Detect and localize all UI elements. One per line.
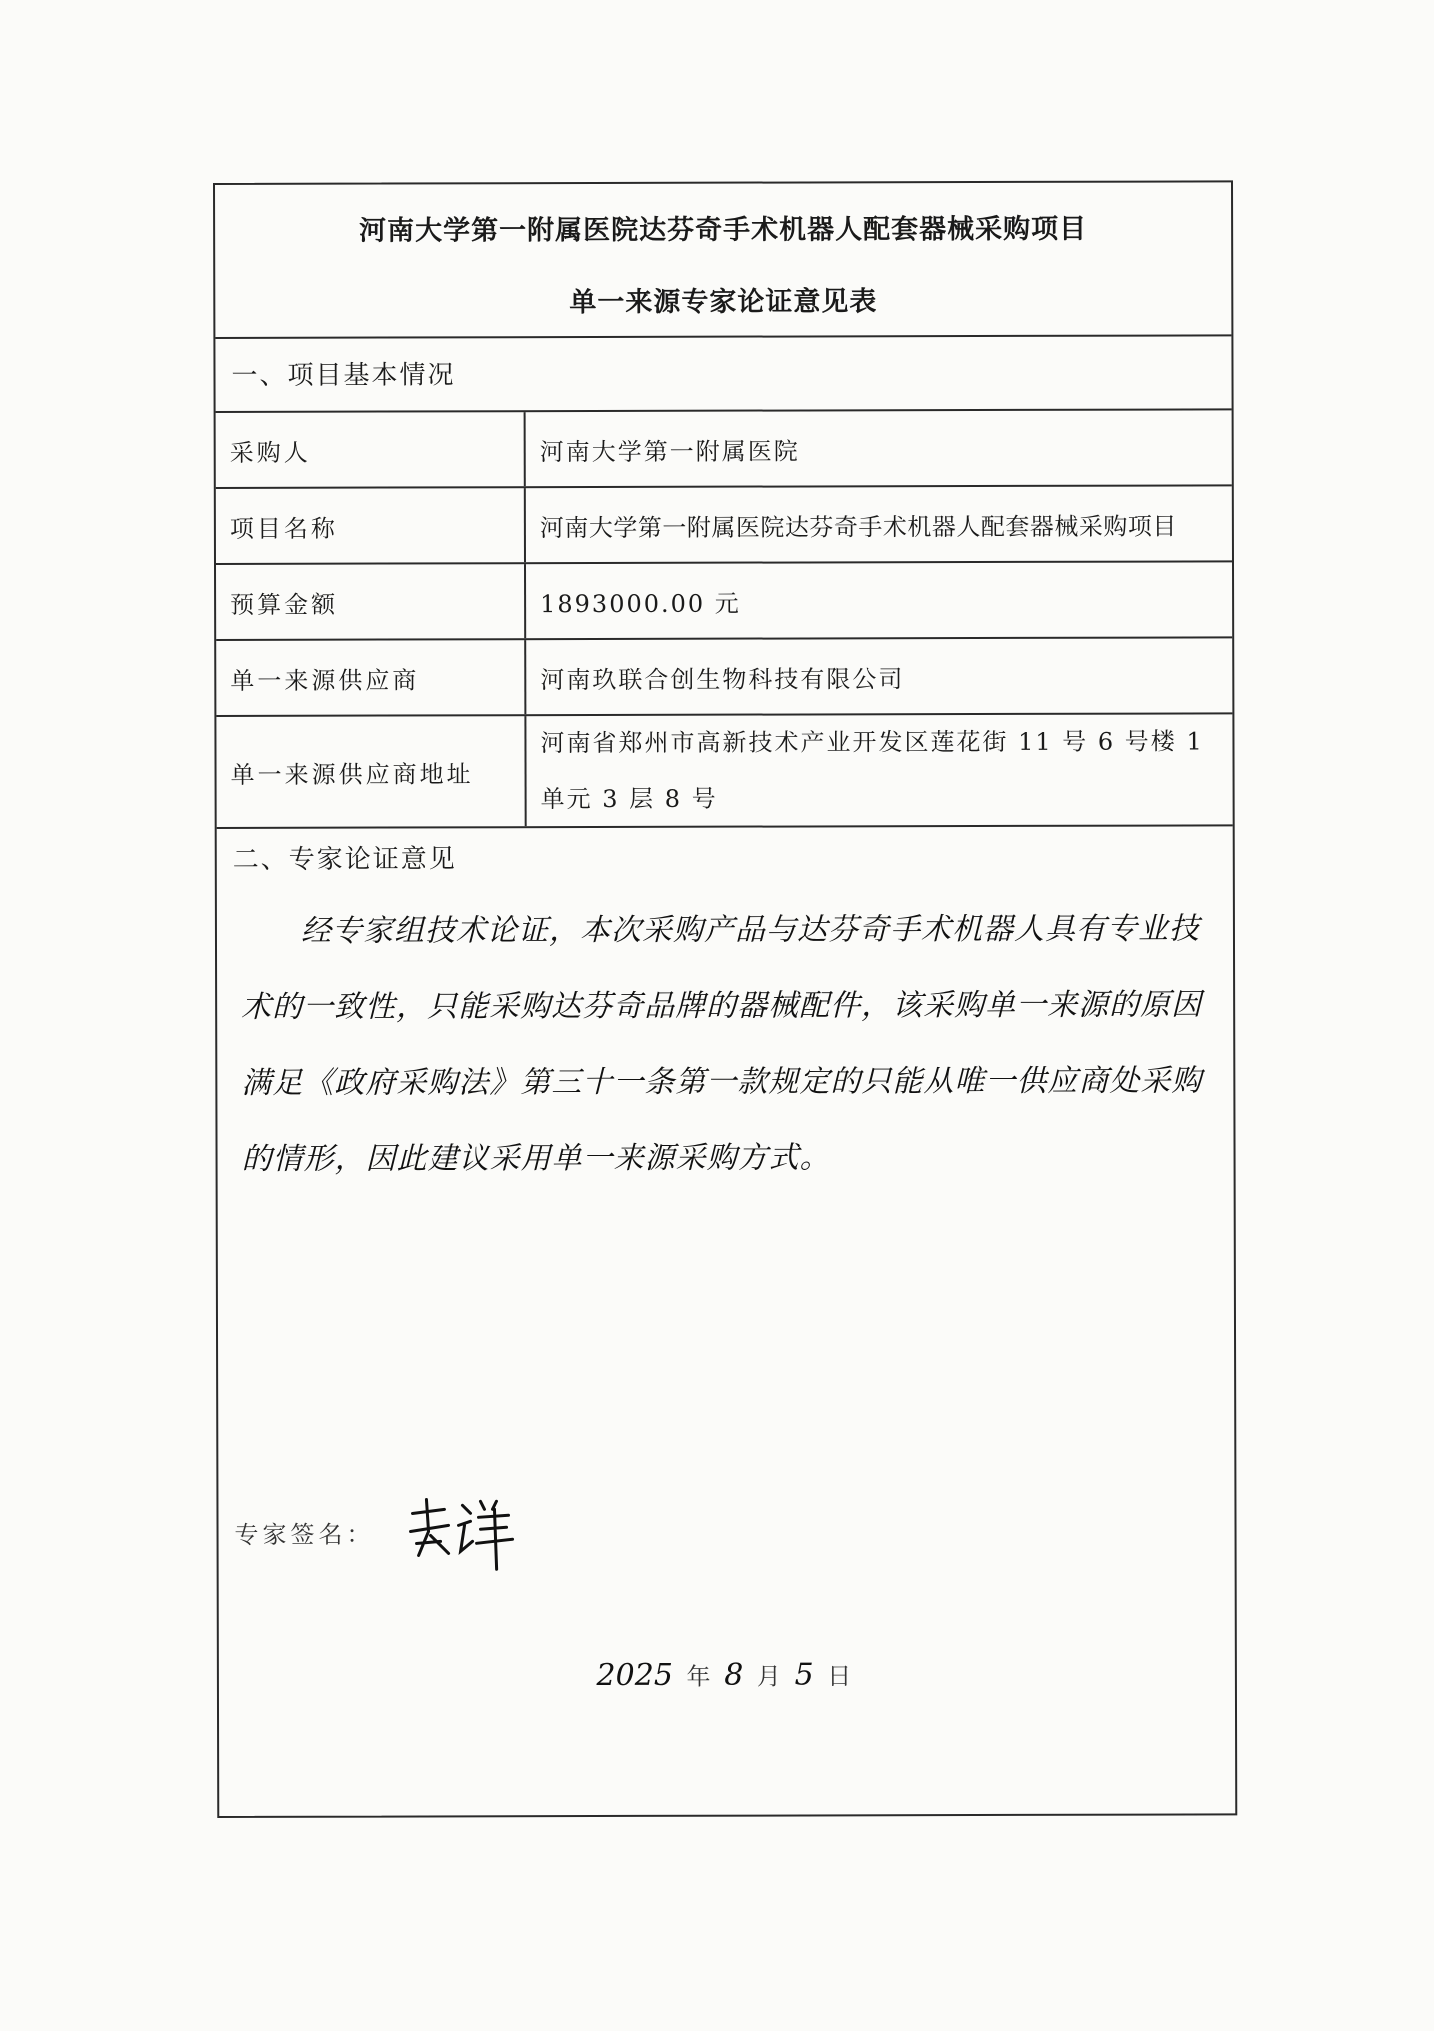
row-project-name bbox=[216, 486, 1232, 565]
signature-label: 专家签名： bbox=[234, 1520, 375, 1549]
date-year: 2025 bbox=[596, 1657, 673, 1694]
row-label: 采购人 bbox=[216, 412, 526, 487]
row-value: 河南大学第一附属医院达芬奇手术机器人配套器械采购项目 bbox=[539, 511, 1177, 542]
form-title-block bbox=[215, 182, 1231, 339]
date-year-unit: 年 bbox=[686, 1662, 711, 1691]
opinion-form bbox=[213, 180, 1237, 1818]
row-purchaser bbox=[216, 410, 1232, 489]
date-day-unit: 日 bbox=[827, 1662, 852, 1691]
section-opinion-heading: 二、专家论证意见 bbox=[232, 844, 457, 875]
date-day: 5 bbox=[794, 1657, 814, 1693]
row-value: 河南玖联合创生物科技有限公司 bbox=[540, 664, 905, 694]
row-label: 单一来源供应商地址 bbox=[216, 716, 526, 827]
row-supplier bbox=[216, 638, 1232, 717]
row-label: 预算金额 bbox=[216, 564, 526, 639]
row-label: 单一来源供应商 bbox=[216, 640, 526, 715]
row-label: 项目名称 bbox=[216, 488, 526, 563]
section-basic-info-heading: 一、项目基本情况 bbox=[215, 336, 1231, 413]
date-month: 8 bbox=[724, 1657, 744, 1693]
handwritten-opinion: 经专家组技术论证，本次采购产品与达芬奇手术机器人具有专业技术的一致性，只能采购达芬奇品牌的器械配件，该采购单一来源的原因满足《政府采购法》第三十一条第一款规定的只能从唯一供应商处采购的情形，因此建议采用单一来源采购方式。 bbox=[241, 911, 1203, 1177]
row-budget bbox=[216, 562, 1232, 641]
row-supplier-address bbox=[216, 714, 1232, 829]
handwritten-signature bbox=[404, 1491, 524, 1571]
date-month-unit: 月 bbox=[756, 1662, 781, 1691]
form-title: 河南大学第一附属医院达芬奇手术机器人配套器械采购项目 bbox=[359, 213, 1088, 247]
form-subtitle: 单一来源专家论证意见表 bbox=[569, 286, 878, 319]
date-line bbox=[219, 1655, 1235, 1694]
row-value: 河南大学第一附属医院 bbox=[539, 436, 800, 466]
row-value: 河南省郑州市高新技术产业开发区莲花街 11 号 6 号楼 1 单元 3 层 8 号 bbox=[540, 727, 1204, 814]
signature-line bbox=[234, 1491, 524, 1572]
row-value: 1893000.00 元 bbox=[540, 589, 741, 618]
